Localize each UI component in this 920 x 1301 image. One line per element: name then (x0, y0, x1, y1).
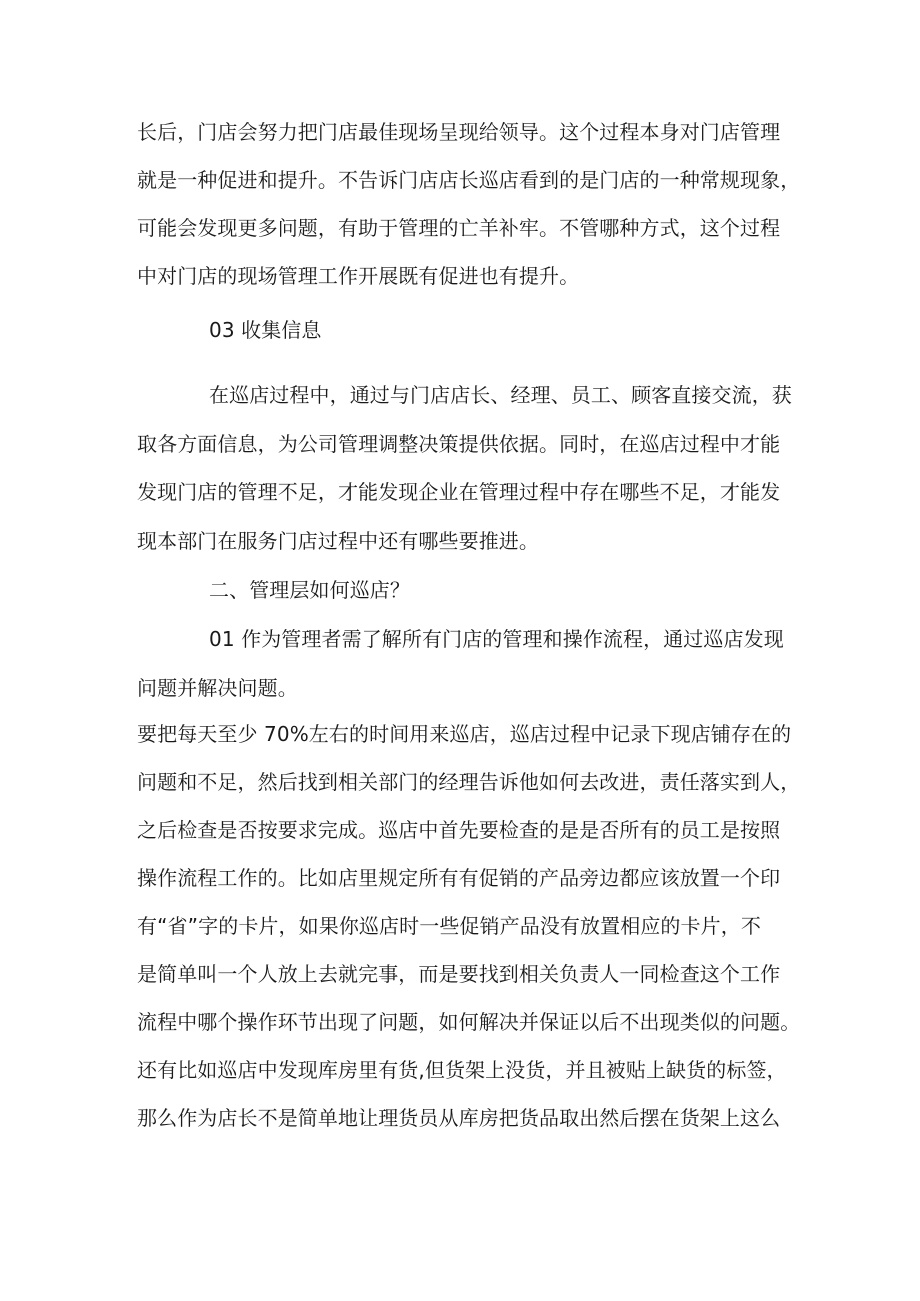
paragraph-line: 就是一种促进和提升。不告诉门店店长巡店看到的是门店的一种常规现象， (137, 168, 801, 192)
paragraph-line: 现本部门在服务门店过程中还有哪些要推进。 (137, 529, 539, 553)
paragraph-line: 那么作为店长不是简单地让理货员从库房把货品取出然后摆在货架上这么 (137, 1106, 781, 1130)
paragraph-line: 取各方面信息，为公司管理调整决策提供依据。同时，在巡店过程中才能 (137, 432, 781, 456)
paragraph-line: 中对门店的现场管理工作开展既有促进也有提升。 (137, 264, 580, 288)
paragraph-line: 有“省”字的卡片，如果你巡店时一些促销产品没有放置相应的卡片，不 (137, 914, 761, 938)
paragraph-line: 在巡店过程中，通过与门店店长、经理、员工、顾客直接交流，获 (209, 383, 792, 407)
paragraph-line: 还有比如巡店中发现库房里有货,但货架上没货，并且被贴上缺货的标签， (137, 1058, 787, 1082)
paragraph-line: 之后检查是否按要求完成。巡店中首先要检查的是是否所有的员工是按照 (137, 818, 781, 842)
paragraph-line: 长后，门店会努力把门店最佳现场呈现给领导。这个过程本身对门店管理 (137, 120, 781, 144)
paragraph-line: 流程中哪个操作环节出现了问题，如何解决并保证以后不出现类似的问题。 (137, 1010, 801, 1034)
paragraph-line: 问题并解决问题。 (137, 676, 298, 700)
paragraph-line: 可能会发现更多问题，有助于管理的亡羊补牢。不管哪种方式，这个过程 (137, 216, 781, 240)
section-heading: 二、管理层如何巡店？ (209, 578, 410, 602)
paragraph-line: 发现门店的管理不足，才能发现企业在管理过程中存在哪些不足，才能发 (137, 480, 781, 504)
paragraph-line: 是简单叫一个人放上去就完事，而是要找到相关负责人一同检查这个工作 (137, 962, 781, 986)
section-heading: 03 收集信息 (209, 318, 322, 342)
paragraph-line: 01 作为管理者需了解所有门店的管理和操作流程，通过巡店发现 (209, 627, 784, 651)
paragraph-line: 问题和不足，然后找到相关部门的经理告诉他如何去改进，责任落实到人， (137, 770, 801, 794)
paragraph-line: 要把每天至少 70%左右的时间用来巡店，巡店过程中记录下现店铺存在的 (137, 722, 792, 746)
paragraph-line: 操作流程工作的。比如店里规定所有有促销的产品旁边都应该放置一个印 (137, 866, 781, 890)
